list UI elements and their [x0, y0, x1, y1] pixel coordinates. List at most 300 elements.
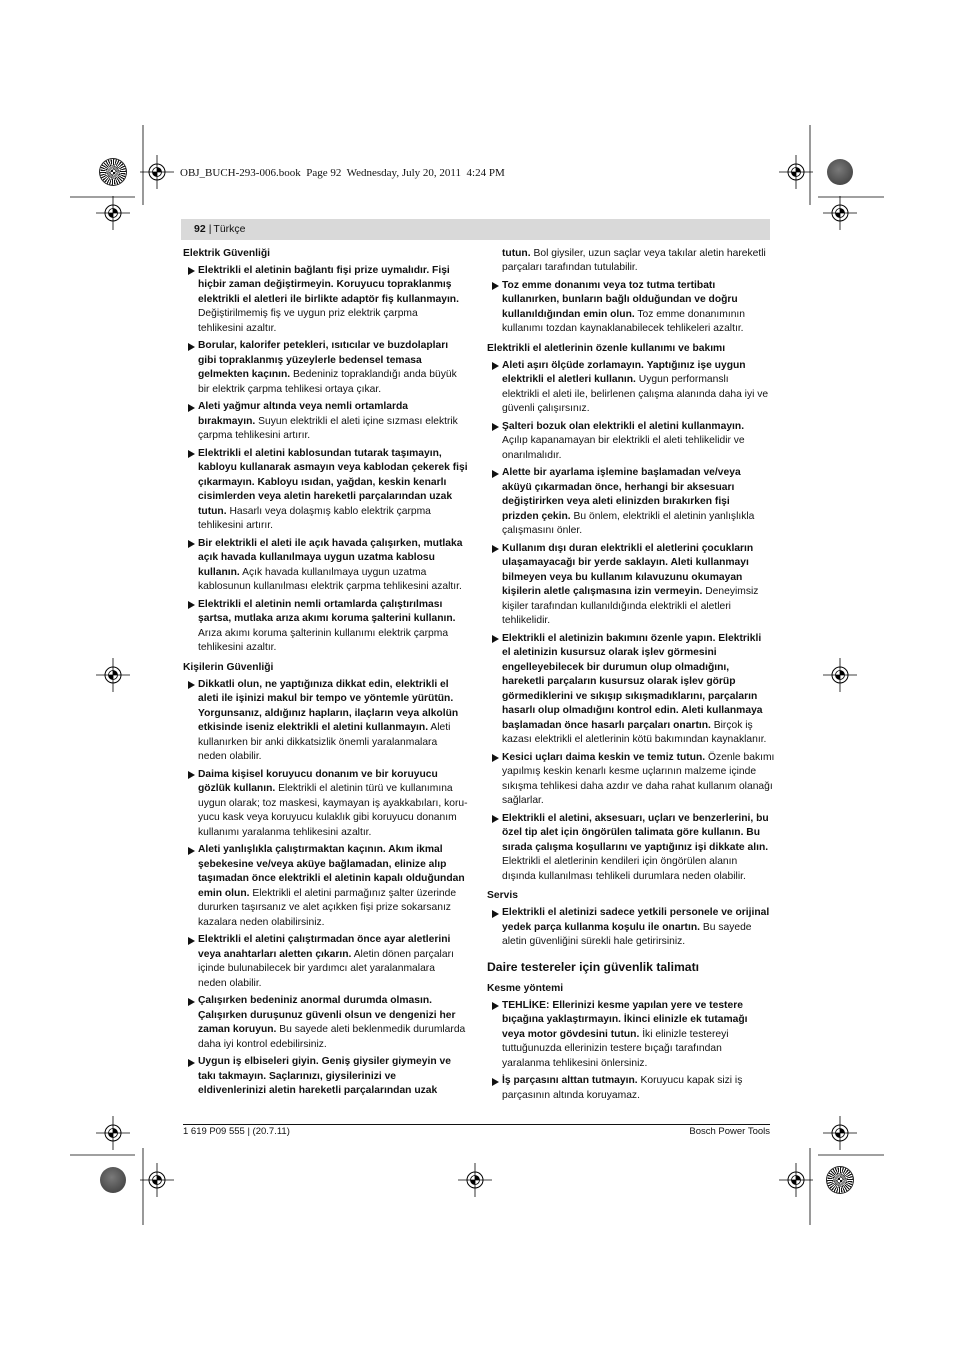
section-heading: Servis — [487, 890, 518, 902]
bold-text: zaman koruyun. — [198, 1024, 277, 1036]
regular-text: Hasarlı veya dolaşmış kablo elektrik çarpma — [229, 505, 431, 517]
bold-text: takı takmayın. Saçlarınızı, giysilerinizi ve — [198, 1070, 397, 1082]
text-line — [502, 585, 772, 600]
bold-text: Elektrikli el aletinin nemli ortamlarda çalıştırılması — [198, 598, 443, 610]
bold-text: Elektrikli el aletinizi sadece yetkili personele ve orijinal — [502, 907, 770, 919]
bold-text: elektrikli el aletleri ile birlikte adaptör fiş kullanmayın. — [198, 293, 459, 305]
text-line — [502, 632, 772, 647]
text-line — [502, 812, 772, 827]
text-line — [198, 678, 468, 693]
text-line — [198, 1070, 468, 1085]
bullet-triangle-icon — [492, 815, 499, 823]
bullet-triangle-icon — [188, 771, 195, 779]
bold-text: kullanıldığından emin olun. — [502, 308, 635, 320]
regular-text: Elektrikli el aletini parmağınız şalter üzerinde — [252, 887, 457, 899]
density-patch-icon — [100, 1167, 126, 1193]
bullet-triangle-icon — [188, 1059, 195, 1067]
text-line — [198, 750, 468, 765]
regular-text: Elektrikli el aletinin türü ve kullanımına — [278, 783, 453, 795]
text-line — [198, 322, 468, 337]
bullet-triangle-icon — [188, 404, 195, 412]
text-line — [198, 447, 468, 462]
brand-footer: Bosch Power Tools — [689, 1126, 770, 1137]
bullet-item — [183, 768, 468, 841]
regular-text: bir elektrik çarpma tehlikesi ortaya çıkar. — [198, 383, 382, 395]
text-line — [502, 646, 772, 661]
bold-text: kabloyu kullanarak asmayın veya kablodan çekerek fişi — [198, 462, 468, 474]
text-line — [502, 420, 772, 435]
text-line — [198, 368, 468, 383]
bullet-item — [183, 264, 468, 337]
print-job-header: OBJ_BUCH-293-006.book Page 92 Wednesday, July 20, 2011 4:24 PM — [180, 167, 505, 179]
section-heading: Elektrikli el aletlerinin özenle kullanımı ve bakımı — [487, 342, 726, 354]
bold-text: gelmekten kaçının. — [198, 369, 291, 381]
bold-text: eldivenlerinizi aletin hareketli parçalarından uzak — [198, 1085, 438, 1097]
regular-text: Suyun elektrikli el aleti içine sızması elektrik — [258, 415, 458, 427]
regular-text: çarpma tehlikesini artırır. — [198, 430, 311, 442]
text-line — [198, 307, 468, 322]
text-line — [198, 339, 468, 354]
text-line — [502, 1028, 772, 1043]
bold-text: Borular, kalorifer petekleri, ısıtıcılar ve buzdolapları — [198, 340, 449, 352]
text-line — [198, 641, 468, 656]
registration-mark — [779, 155, 813, 189]
text-line — [502, 1057, 772, 1072]
bullet-item — [487, 420, 772, 464]
bullet-item — [487, 999, 772, 1072]
text-line — [198, 962, 468, 977]
bullet-triangle-icon — [492, 362, 499, 370]
bold-text: hiçbir zaman değiştirmeyin. Koruyucu topraklanmış — [198, 279, 452, 291]
registration-mark — [823, 658, 857, 692]
regular-text: kişiler tarafından kullanıldığında elektrikli el aletleri — [502, 600, 731, 612]
bold-text: Elektrikli el aletinin bağlantı fişi prize uymalıdır. Fişi — [198, 264, 450, 276]
bold-text: prizden çekin. — [502, 510, 571, 522]
bullet-triangle-icon — [188, 681, 195, 689]
registration-mark — [140, 155, 174, 189]
regular-text: Toz emme donanımının — [637, 308, 746, 320]
bold-text: aleti ile işinizi makul bir tempo ve yöntemle yürütün. — [198, 693, 454, 705]
regular-text: Koruyucu kapak sizi iş — [640, 1075, 743, 1087]
document-code: 1 619 P09 555 | (20.7.11) — [183, 1126, 290, 1137]
bullet-item — [183, 843, 468, 930]
regular-text: onarılmalıdır. — [502, 449, 562, 461]
regular-text: İki elinizle testereyi — [642, 1028, 729, 1040]
registration-mark — [96, 1116, 130, 1150]
bold-text: Elektrikli el aletini, aksesuarı, uçları ve benzerlerini, bu — [502, 812, 769, 824]
starburst-target-icon — [827, 1167, 853, 1193]
bullet-triangle-icon — [188, 450, 195, 458]
text-line — [198, 977, 468, 992]
regular-text: tehlikelidir. — [502, 615, 551, 627]
registration-mark — [96, 196, 130, 230]
regular-text: Bu sayede — [702, 921, 752, 933]
bold-text: veya anahtarları aletten çıkarın. — [198, 948, 352, 960]
bold-text: tutun. — [502, 247, 531, 259]
bold-text: İş parçasını alttan tutmayın. — [502, 1075, 638, 1087]
text-line — [502, 542, 772, 557]
text-line — [502, 690, 772, 705]
text-line — [198, 293, 468, 308]
bold-text: Toz emme donanımı veya toz tutma tertibatı — [502, 279, 716, 291]
bullet-item — [183, 933, 468, 991]
text-line — [502, 751, 775, 766]
regular-text: elektrikli el aleti ile, belirlenen çalışma alanında daha iyi ve — [502, 388, 769, 400]
bullet-triangle-icon — [188, 937, 195, 945]
bold-text: aküyü çıkarmadan önce, herhangi bir aksesuarı — [502, 481, 735, 493]
text-line — [198, 264, 468, 279]
text-line — [198, 598, 468, 613]
bold-text: veya motor gövdesini tutun. — [502, 1028, 640, 1040]
registration-mark — [823, 1116, 857, 1150]
bullet-item — [183, 400, 468, 444]
text-line — [502, 1042, 772, 1057]
bold-text: şebekesine ve/veya aküye bağlamadan, elinize alıp — [198, 858, 447, 870]
text-line — [198, 721, 468, 736]
regular-text: tehlikesini artırır. — [198, 520, 273, 532]
text-line — [198, 843, 468, 858]
text-line — [198, 887, 468, 902]
text-line — [502, 495, 772, 510]
text-line — [502, 906, 772, 921]
regular-text: Aleti — [430, 722, 451, 734]
text-line — [502, 704, 772, 719]
bullet-triangle-icon — [492, 754, 499, 762]
regular-text: Özenle bakımı — [708, 751, 775, 763]
bold-text: TEHLİKE: Ellerinizi kesme yapılan yere ve testere — [502, 999, 743, 1011]
regular-text: tehlikesini azaltır. — [198, 322, 277, 334]
section-heading: Elektrik Güvenliği — [183, 247, 270, 259]
density-patch-icon — [827, 159, 853, 185]
section-heading: Kişilerin Güvenliği — [183, 661, 274, 673]
regular-text: Bedeniniz topraklandığı anda büyük — [293, 369, 457, 381]
bold-text: elektrikli el aletleri kullanın. — [502, 374, 636, 386]
text-line — [198, 1055, 468, 1070]
bold-text: Aleti yağmur altında veya nemli ortamlarda — [198, 401, 409, 413]
bold-text: bırakmayın. — [198, 415, 256, 427]
text-line — [502, 247, 772, 262]
bullet-triangle-icon — [188, 540, 195, 548]
bold-text: bıçağına yaklaştırmayın. İkinci elinizle ek tutamağı — [502, 1014, 748, 1026]
text-line — [198, 948, 468, 963]
text-line — [198, 400, 468, 415]
bullet-triangle-icon — [492, 1002, 499, 1010]
regular-text: dururken taşırsanız ve alet açıkken fişi prize sokarsanız — [198, 902, 451, 914]
text-line — [502, 510, 772, 525]
text-line — [502, 826, 772, 841]
text-line — [198, 1038, 468, 1053]
text-line — [502, 719, 772, 734]
text-line — [502, 1074, 772, 1089]
text-line — [198, 566, 468, 581]
bullet-item — [487, 632, 772, 748]
text-line — [198, 551, 468, 566]
bold-text: etkisinde iseniz elektrikli el aletini kullanmayın. — [198, 722, 429, 734]
regular-text: Birçok iş — [713, 719, 753, 731]
text-line — [198, 1084, 468, 1099]
bold-text: Yorgunsanız, aldığınız hapların, ilaçların veya alkolün — [198, 707, 459, 719]
text-line — [198, 461, 468, 476]
bullet-item — [487, 906, 772, 950]
regular-text: yaralanma tehlikesini önlersiniz. — [502, 1057, 648, 1069]
regular-text: kazası elektrikli el aletlerinin kötü bakımından kaynaklanır. — [502, 734, 767, 746]
text-line — [502, 999, 772, 1014]
regular-text: Arıza akımı koruma şalterinin kullanımı elektrik çarpma — [198, 627, 449, 639]
bold-text: gibi topraklanmış yüzeylerle bedensel temasa — [198, 354, 422, 366]
bold-text: Alette bir ayarlama işlemine başlamadan ve/veya — [502, 467, 741, 479]
regular-text: sağlarlar. — [502, 795, 544, 807]
bold-text: değiştirirken veya aleti elinizden bırakırken fişi — [502, 496, 730, 508]
text-line — [502, 308, 772, 323]
text-line — [502, 780, 772, 795]
bullet-item — [487, 751, 775, 809]
text-line — [502, 841, 772, 856]
text-line — [502, 434, 772, 449]
bold-text: hareketli parçaların kusursuz olarak işlev görüp — [502, 676, 736, 688]
bullet-triangle-icon — [188, 267, 195, 275]
bold-text: sırada çalışma koşullarını ve yaptığınız işi dikkate alın. — [502, 841, 769, 853]
running-head-separator: | — [208, 223, 212, 235]
text-line — [198, 490, 468, 505]
regular-text: yucu kask veya koruyucu kulaklık gibi koruyucu donanım — [198, 812, 457, 824]
bold-text: Elektrikli el aletinizin bakımını özenle yapın. Elektrikli — [502, 632, 762, 644]
right-column — [487, 247, 775, 1104]
bullet-triangle-icon — [492, 1078, 499, 1086]
regular-text: parçasının altında koruyamaz. — [502, 1089, 640, 1101]
continued-text — [487, 247, 772, 276]
bullet-item — [183, 598, 468, 656]
text-line — [502, 661, 772, 676]
text-line — [502, 388, 772, 403]
bold-text: açık havada kullanılmaya uygun uzatma kablosu — [198, 552, 435, 564]
bullet-triangle-icon — [492, 635, 499, 643]
text-line — [198, 994, 468, 1009]
regular-text: uygun olarak; toz maskesi, kaymayan iş ayakkabıları, koru- — [198, 797, 468, 809]
text-line — [502, 921, 772, 936]
bold-text: Aleti aşırı ölçüde zorlamayın. Yaptığınız işe uygun — [502, 359, 746, 371]
text-line — [198, 415, 468, 430]
text-line — [198, 580, 468, 595]
regular-text: yapılmış keskin kenarlı kesme uçlarının malzeme içinde — [502, 766, 757, 778]
regular-text: neden olabilir. — [198, 977, 262, 989]
bold-text: taşımadan önce elektrikli el aletinin kapalı olduğundan — [198, 873, 465, 885]
bullet-item — [487, 466, 772, 539]
running-head-text — [194, 219, 246, 240]
running-head — [181, 219, 770, 240]
text-line — [198, 278, 468, 293]
registration-mark — [779, 1163, 813, 1197]
regular-text: dışında kullanılması tehlikeli durumlara neden olabilir. — [502, 870, 746, 882]
bullet-item — [183, 447, 468, 534]
registration-mark — [96, 658, 130, 692]
bold-text: Dikkatli olun, ne yaptığınıza dikkat edin, elektrikli el — [198, 678, 449, 690]
text-line — [502, 855, 772, 870]
text-line — [502, 1089, 772, 1104]
bullet-triangle-icon — [188, 847, 195, 855]
text-line — [502, 1013, 772, 1028]
page-number: 92 — [194, 223, 206, 235]
bold-text: çıkarmayın. Kabloyu ısıdan, yağdan, keskin kenarlı — [198, 476, 447, 488]
text-line — [502, 261, 772, 276]
bold-text: Bir elektrikli el aleti ile açık havada çalışırken, mutlaka — [198, 537, 463, 549]
bold-text: bilmeyen veya bu kullanım kılavuzunu okumayan — [502, 571, 743, 583]
bold-text: Elektrikli el aletini kablosundan tutarak taşımayın, — [198, 447, 442, 459]
text-line — [502, 293, 772, 308]
bold-text: tutun. — [198, 505, 227, 517]
text-line — [198, 354, 468, 369]
text-line — [502, 614, 772, 629]
bullet-item — [183, 994, 468, 1052]
text-line — [502, 359, 772, 374]
bullet-item — [183, 537, 468, 595]
text-line — [502, 675, 772, 690]
text-line — [502, 524, 772, 539]
bold-text: Kullanım dışı duran elektrikli el aletlerini çocukların — [502, 542, 754, 554]
bold-text: Şalteri bozuk olan elektrikli el aletini kullanmayın. — [502, 420, 745, 432]
bold-text: Uygun iş elbiseleri giyin. Geniş giysiler giymeyin ve — [198, 1056, 451, 1068]
regular-text: sıkışma tehlikesi daha azdır ve daha rahat kullanım olanağı — [502, 780, 773, 792]
bullet-triangle-icon — [188, 601, 195, 609]
bold-text: Çalışırken bedeniniz anormal durumda olmasın. — [198, 995, 433, 1007]
bold-text: kullanın. — [198, 566, 240, 578]
regular-text: aletin güvenliğini sürekli hale getirirsiniz. — [502, 936, 686, 948]
bold-text: cisimlerden veya aletin hareketli parçalarından uzak — [198, 491, 453, 503]
text-line — [198, 768, 468, 783]
bold-text: gözlük kullanın. — [198, 783, 276, 795]
bold-text: el aletinizin kusursuz olarak işlev görmesini — [502, 647, 717, 659]
text-line — [198, 858, 468, 873]
regular-text: Açılıp kapanamayan bir elektrikli el aleti tehlikelidir ve — [502, 435, 745, 447]
registration-mark — [458, 1163, 492, 1197]
language-label: Türkçe — [213, 223, 246, 235]
text-line — [502, 935, 772, 950]
text-line — [502, 402, 772, 417]
text-line — [198, 476, 468, 491]
regular-text: tuttuğunuzda ellerinizin testere bıçağı tarafından — [502, 1043, 722, 1055]
regular-text: Bu sayede aleti beklenmedik durumlarda — [279, 1024, 466, 1036]
bullet-item — [487, 359, 772, 417]
text-line — [502, 794, 772, 809]
bold-text: başlamadan önce hasarlı parçaları onartın. — [502, 719, 711, 731]
text-line — [198, 537, 468, 552]
text-line — [198, 797, 468, 812]
regular-text: kazalara neden olabilirsiniz. — [198, 916, 325, 928]
bullet-item — [487, 1074, 772, 1103]
regular-text: çalışmasını önler. — [502, 525, 583, 537]
text-line — [502, 765, 772, 780]
bullet-triangle-icon — [188, 343, 195, 351]
regular-text: kullanırken bir anki dikkatsizlik önemli yaralanmalara — [198, 736, 438, 748]
regular-text: Bu önlem, elektrikli el aletinin yanlışlıkla — [573, 510, 755, 522]
registration-mark — [140, 1163, 174, 1197]
text-line — [198, 505, 468, 520]
regular-text: Uygun performanslı — [638, 374, 729, 386]
bold-text: Daima kişisel koruyucu donanım ve bir koruyucu — [198, 768, 438, 780]
bullet-triangle-icon — [492, 470, 499, 478]
text-line — [198, 872, 468, 887]
text-line — [198, 1023, 468, 1038]
regular-text: Açık havada kullanılmaya uygun uzatma — [242, 566, 427, 578]
text-line — [502, 466, 772, 481]
bullet-item — [487, 279, 772, 337]
regular-text: neden olabilir. — [198, 751, 262, 763]
bullet-triangle-icon — [492, 282, 499, 290]
starburst-target-icon — [100, 159, 126, 185]
regular-text: kullanımı tozdan kaynaklanabilecek tehlikeleri azaltır. — [502, 323, 744, 335]
section-heading: Kesme yöntemi — [487, 982, 564, 994]
bullet-triangle-icon — [492, 545, 499, 553]
text-line — [502, 733, 772, 748]
text-line — [198, 707, 468, 722]
bullet-triangle-icon — [188, 998, 195, 1006]
text-line — [502, 322, 772, 337]
bullet-triangle-icon — [492, 423, 499, 431]
text-line — [502, 600, 772, 615]
regular-text: tehlikesini azaltır. — [198, 642, 277, 654]
text-line — [502, 870, 772, 885]
bullet-item — [183, 339, 468, 397]
bold-text: şartsa, mutlaka arıza akımı koruma şalterini kullanın. — [198, 613, 456, 625]
text-line — [502, 449, 772, 464]
regular-text: parçaları tarafından tutulabilir. — [502, 262, 638, 274]
regular-text: Aletin dönen parçaları — [353, 948, 454, 960]
regular-text: kablosunun kullanılması elektrik çarpma tehlikesini azaltır. — [198, 581, 462, 593]
bold-text: engelleyebilecek bir durumun olup olmadığını, — [502, 661, 730, 673]
text-line — [198, 811, 468, 826]
text-line — [502, 279, 772, 294]
text-line — [198, 782, 468, 797]
bullet-item — [183, 678, 468, 765]
left-column — [183, 247, 468, 1099]
text-line — [198, 612, 468, 627]
text-line — [502, 556, 772, 571]
bold-text: hasarlı olup olmadığını kontrol edin. Aleti kullanmaya — [502, 705, 763, 717]
text-line — [198, 916, 468, 931]
bold-text: Kesici uçları daima keskin ve temiz tutun. — [502, 751, 706, 763]
text-line — [198, 1009, 468, 1024]
bold-text: yedek parça kullanma koşulu ile onartın. — [502, 921, 700, 933]
bold-text: görmediklerini ve sıkışıp sıkışmadıklarını, parçaların — [502, 690, 758, 702]
text-line — [502, 373, 772, 388]
section-title: Daire testereler için güvenlik talimatı — [487, 959, 700, 974]
regular-text: daha iyi kontrol edebilirsiniz. — [198, 1038, 327, 1050]
regular-text: içinde bulunabilecek bir yardımcı alet yaralanmalara — [198, 963, 435, 975]
text-line — [198, 627, 468, 642]
text-line — [198, 826, 468, 841]
bold-text: Aleti yanlışlıkla çalıştırmaktan kaçının. Akım ikmal — [198, 844, 443, 856]
regular-text: Bol giysiler, uzun saçlar veya takılar aletin hareketli — [533, 247, 766, 259]
regular-text: Elektrikli el aletlerinin kendileri için öngörülen alanın — [502, 856, 738, 868]
bullet-item — [183, 1055, 468, 1099]
bold-text: kişilerin aletle çalışmasına izin vermeyin. — [502, 586, 703, 598]
text-line — [198, 933, 468, 948]
bold-text: kullanırken, bunların bağlı olduğundan ve doğru — [502, 294, 738, 306]
bold-text: özel tip alet için öngörülen talimata göre kullanın. Bu — [502, 827, 761, 839]
text-line — [198, 692, 468, 707]
bullet-item — [487, 812, 772, 885]
text-line — [198, 429, 468, 444]
bold-text: emin olun. — [198, 887, 250, 899]
bold-text: Çalışırken duruşunuz güvenli olsun ve dengenizi her — [198, 1009, 456, 1021]
text-line — [198, 901, 468, 916]
bold-text: ulaşamayacağı bir yerde saklayın. Aleti kullanmayı — [502, 557, 749, 569]
text-line — [198, 736, 468, 751]
regular-text: güvenli çalışırsınız. — [502, 403, 590, 415]
bold-text: Elektrikli el aletini çalıştırmadan önce ayar aletlerini — [198, 934, 451, 946]
text-line — [502, 571, 772, 586]
text-line — [198, 383, 468, 398]
text-line — [198, 519, 468, 534]
